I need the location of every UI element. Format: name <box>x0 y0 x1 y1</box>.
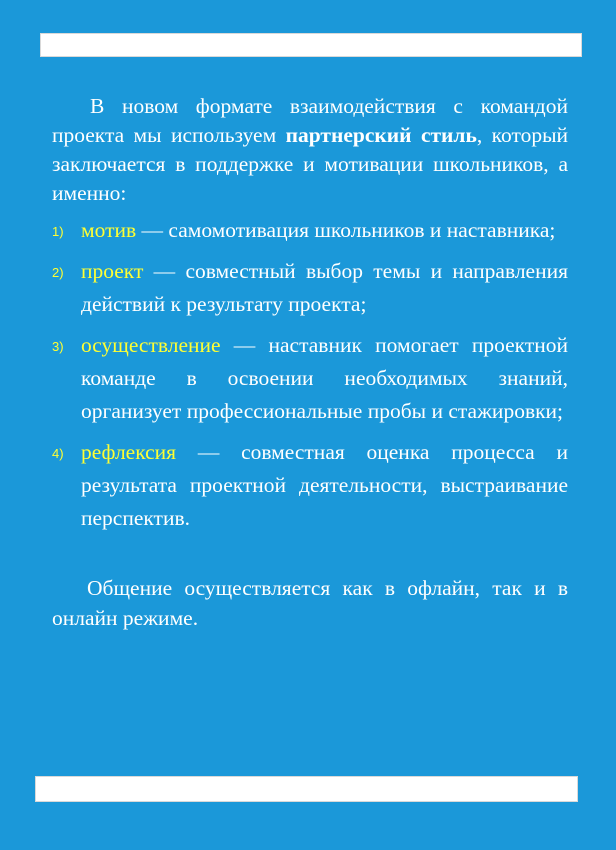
list-keyword: проект <box>81 259 144 283</box>
principles-list <box>52 214 568 535</box>
list-number: 2) <box>52 265 64 280</box>
list-item <box>52 214 568 247</box>
top-white-bar <box>40 33 582 57</box>
intro-text-1: В новом формате взаимодействия с командой проекта мы используем <box>52 94 568 147</box>
list-number: 4) <box>52 446 64 461</box>
main-text-block <box>52 92 568 633</box>
list-keyword: рефлексия <box>81 440 177 464</box>
intro-text-2: , который заключается в поддержке и мотивации школьников, а именно: <box>52 123 569 205</box>
list-text: — самомотивация школьников и наставника; <box>136 218 556 242</box>
list-text: — наставник помогает проектной команде в освоении необходимых знаний, организует профессиональные пробы и стажировки; <box>81 333 568 423</box>
list-number: 3) <box>52 339 64 354</box>
list-keyword: осуществление <box>81 333 221 357</box>
list-item <box>52 436 568 535</box>
list-text: — совместный выбор темы и направления действий к результату проекта; <box>81 259 568 316</box>
intro-bold-term: партнерский стиль <box>285 123 477 147</box>
closing-paragraph: Общение осуществляется как в офлайн, так и в онлайн режиме. <box>52 576 568 630</box>
list-item <box>52 329 568 428</box>
intro-paragraph <box>52 92 568 208</box>
list-item <box>52 255 568 321</box>
bottom-white-bar <box>35 776 578 802</box>
list-text: — совместная оценка процесса и результата проектной деятельности, выстраивание перспектив. <box>81 440 568 530</box>
list-keyword: мотив <box>81 218 137 242</box>
list-number: 1) <box>52 224 64 239</box>
